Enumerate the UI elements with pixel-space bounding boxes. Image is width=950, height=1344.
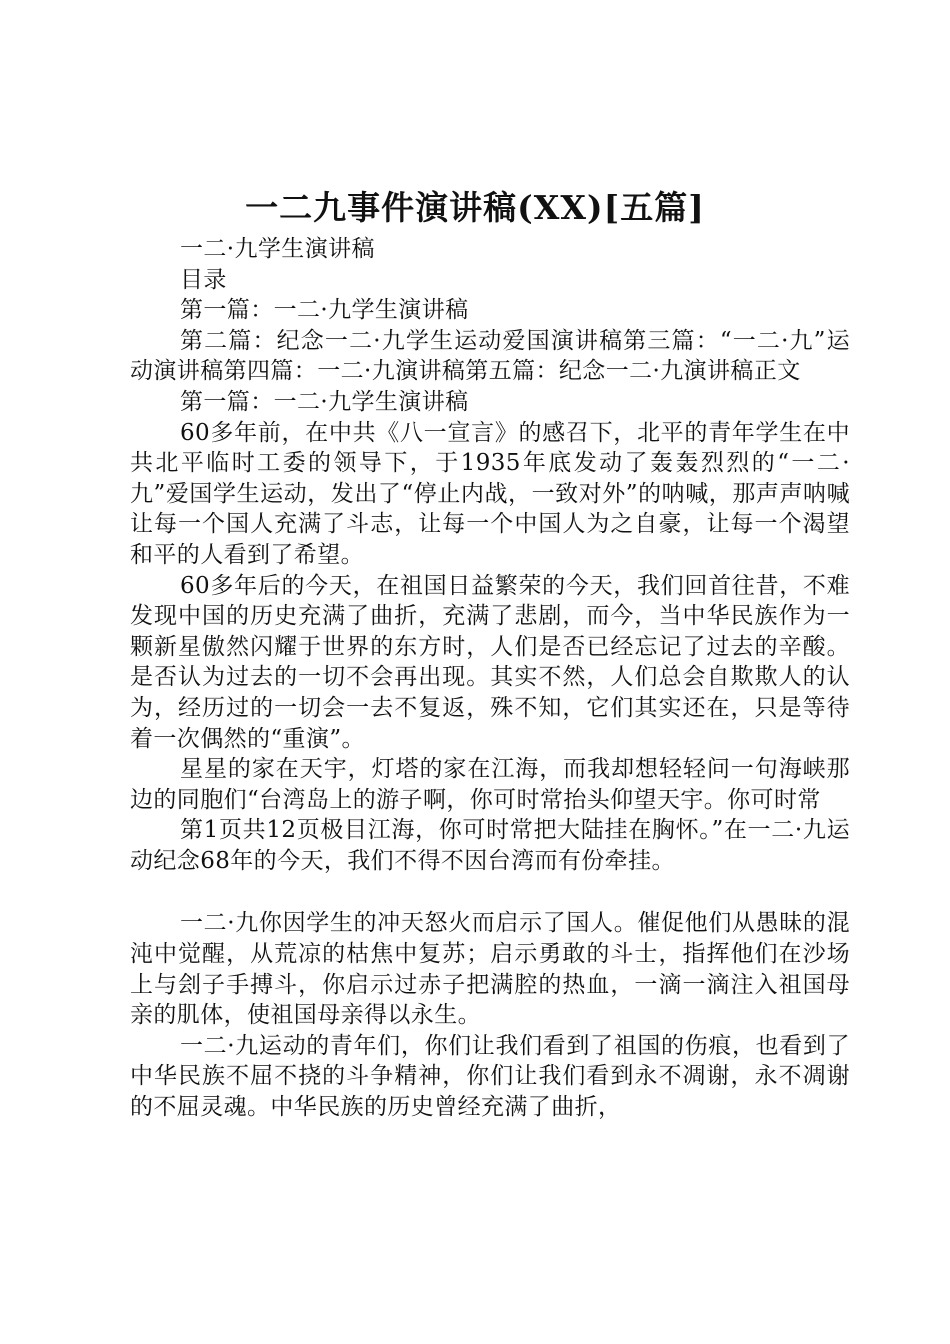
heading-speech: 一二·九学生演讲稿 — [180, 236, 375, 262]
paragraph: 60多年后的今天，在祖国日益繁荣的今天，我们回首往昔，不难发现中国的历史充满了曲折，充满了悲剧，而今，当中华民族作为一颗新星傲然闪耀于世界的东方时，人们是否已经忘记了过去的辛酸。是否认为过去的一切不会再出现。其实不然，人们总会自欺欺人的认为，经历过的一切会一去不复返，殊不知，它们其实还在，只是等待着一次偶然的“重演”。 — [130, 572, 850, 752]
document-body — [130, 234, 850, 1123]
toc-item-1: 第一篇：一二·九学生演讲稿 — [180, 297, 469, 324]
paragraph: 60多年前，在中共《八一宣言》的感召下，北平的青年学生在中共北平临时工委的领导下，于1935年底发动了轰轰烈烈的“一二·九”爱国学生运动，发出了“停止内战，一致对外”的呐喊，那声声呐喊让每一个国人充满了斗志，让每一个中国人为之自豪，让每一个渴望和平的人看到了希望。 — [130, 419, 850, 568]
paragraph-with-page-marker: 第1页共12页极目江海，你可时常把大陆挂在胸怀。”在一二·九运动纪念68年的今天，我们不得不因台湾而有份牵挂。 — [130, 817, 850, 874]
paragraph: 星星的家在天宇，灯塔的家在江海，而我却想轻轻问一句海峡那边的同胞们“台湾岛上的游子啊，你可时常抬头仰望天宇。你可时常 — [130, 756, 850, 813]
blank-line — [130, 876, 850, 908]
document-title: 一二九事件演讲稿(XX)[五篇] — [245, 188, 705, 227]
toc-label: 目录 — [180, 266, 227, 293]
paragraph: 一二·九运动的青年们，你们让我们看到了祖国的伤痕，也看到了中华民族不屈不挠的斗争精神，你们让我们看到永不凋谢，永不凋谢的不屈灵魂。中华民族的历史曾经充满了曲折， — [130, 1032, 850, 1121]
section-heading-1: 第一篇：一二·九学生演讲稿 — [180, 388, 469, 415]
toc-items-2-5: 第二篇：纪念一二·九学生运动爱国演讲稿第三篇：“一二·九”运动演讲稿第四篇：一二·九演讲稿第五篇：纪念一二·九演讲稿正文 — [130, 327, 850, 385]
paragraph: 一二·九你因学生的冲天怒火而启示了国人。催促他们从愚昧的混沌中觉醒，从荒凉的枯焦中复苏；启示勇敢的斗士，指挥他们在沙场上与刽子手搏斗，你启示过赤子把满腔的热血，一滴一滴注入祖国母亲的肌体，使祖国母亲得以永生。 — [130, 910, 850, 1029]
